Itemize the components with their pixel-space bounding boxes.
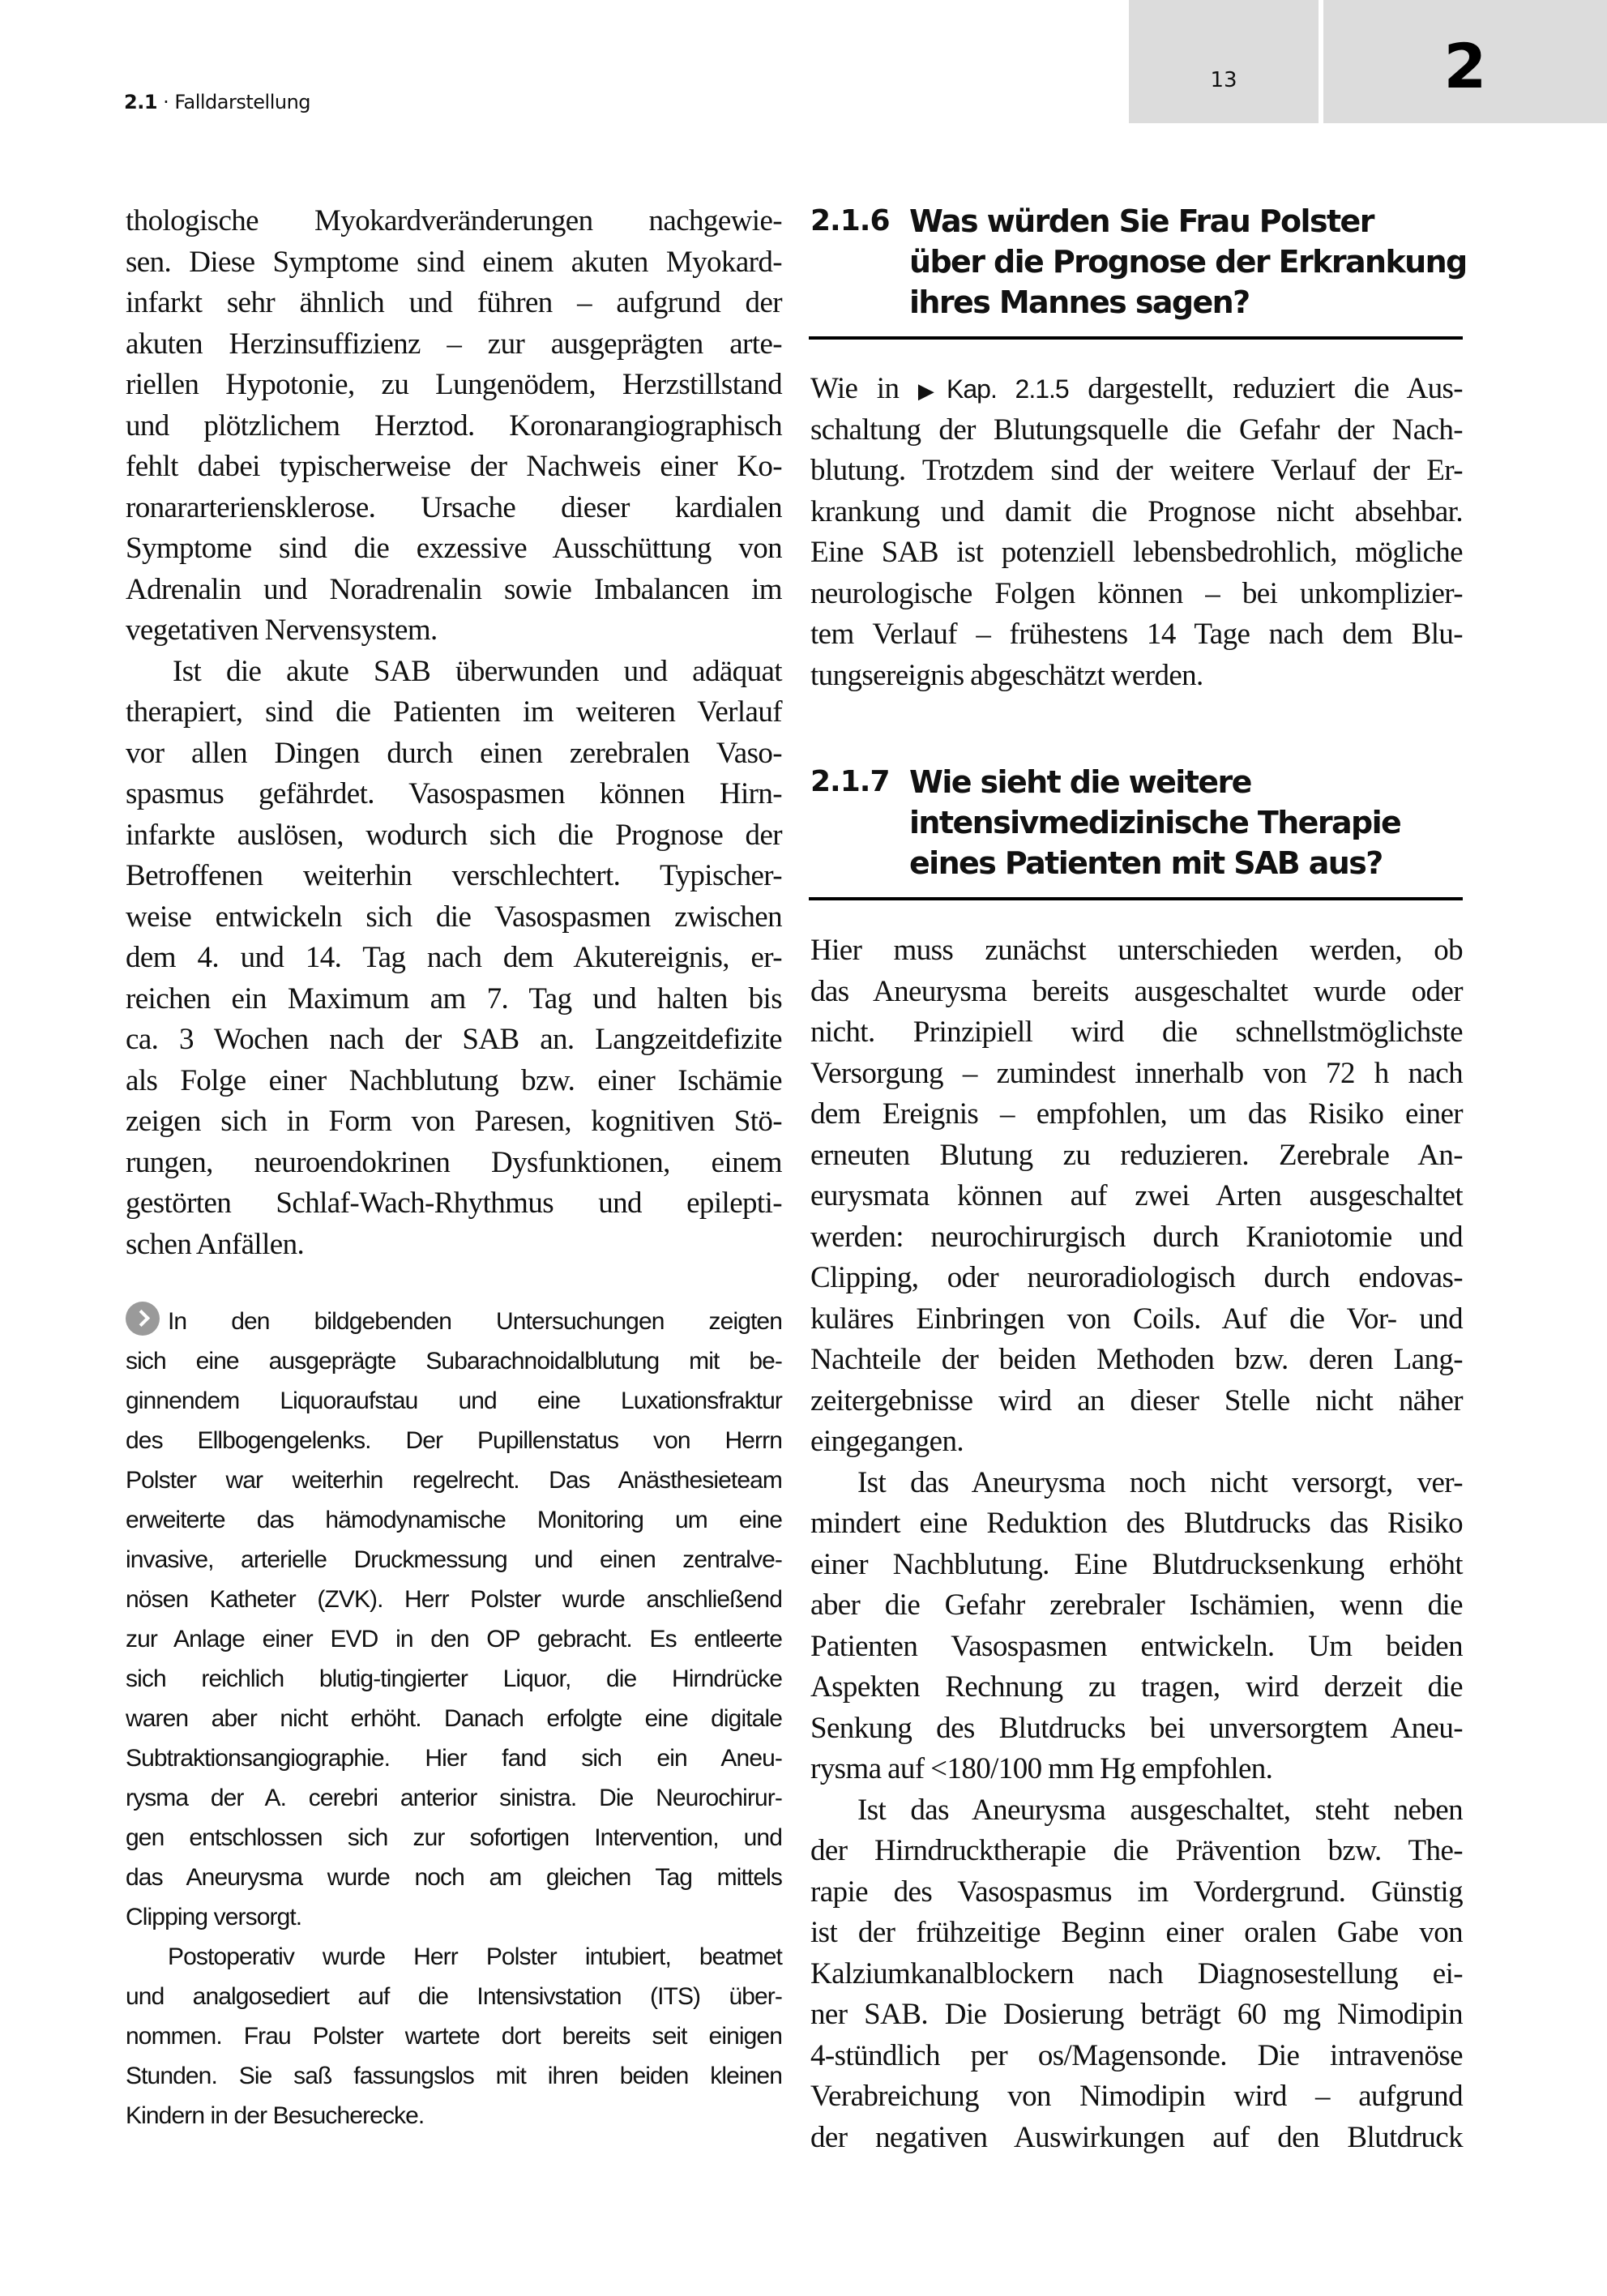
- case-description-block: [126, 1302, 782, 2136]
- text-line: [126, 1818, 782, 1858]
- text-line: [126, 938, 782, 979]
- text-fragment: werden: neurochirurgisch durch Kraniotomie und: [810, 1220, 1463, 1254]
- text-line: [810, 1135, 1463, 1177]
- running-header-section-number: 2.1: [124, 91, 158, 113]
- text-line: [810, 1954, 1463, 1995]
- text-fragment: Versorgung – zumindest innerhalb von 72 h nach: [810, 1056, 1463, 1090]
- chapter-tab: [1323, 0, 1607, 123]
- text-line: [126, 856, 782, 897]
- text-line: [810, 1054, 1463, 1095]
- case-paragraph-postop: [126, 1937, 782, 2136]
- section-title: [909, 201, 1467, 323]
- text-fragment: Kalziumkanalblockern nach Diagnosestellung ei-: [810, 1956, 1463, 1990]
- chapter-number: 2: [1443, 30, 1487, 102]
- text-fragment: Ist die akute SAB überwunden und adäquat: [173, 654, 782, 688]
- text-fragment: aber die Gefahr zerebraler Ischämien, wenn die: [810, 1588, 1463, 1622]
- text-fragment: des Ellbogengelenks. Der Pupillenstatus von Herrn: [126, 1427, 782, 1454]
- text-fragment: waren aber nicht erhöht. Danach erfolgte eine digitale: [126, 1705, 782, 1732]
- text-fragment: nommen. Frau Polster wartete dort bereits seit einigen: [126, 2023, 782, 2050]
- text-line: [126, 733, 782, 775]
- text-fragment: invasive, arterielle Druckmessung und einen zentralve-: [126, 1546, 782, 1573]
- paragraph-prognosis: [810, 410, 1463, 697]
- text-fragment: infarkt sehr ähnlich und führen – aufgrund der: [126, 286, 782, 319]
- text-fragment: und plötzlichem Herztod. Koronarangiographisch: [126, 408, 782, 443]
- text-fragment: Ist das Aneurysma noch nicht versorgt, ver-: [857, 1465, 1463, 1499]
- text-line: [126, 1020, 782, 1061]
- text-fragment: rapie des Vasospasmus im Vordergrund. Günstig: [810, 1875, 1463, 1909]
- text-line: [810, 1299, 1463, 1340]
- text-line: [810, 1872, 1463, 1913]
- text-line: [810, 451, 1463, 492]
- text-line: [126, 1619, 782, 1659]
- text-line: [810, 1585, 1463, 1627]
- text-line: [810, 574, 1463, 615]
- text-fragment: Wie in: [810, 372, 900, 405]
- text-line: [810, 1667, 1463, 1708]
- text-fragment: schen Anfällen.: [126, 1227, 305, 1261]
- text-line: [810, 1831, 1463, 1872]
- text-fragment: tem Verlauf – frühestens 14 Tage nach dem Blu-: [810, 618, 1463, 651]
- text-line: [810, 614, 1463, 656]
- text-fragment: als Folge einer Nachblutung bzw. einer Ischämie: [126, 1063, 782, 1097]
- text-line: [810, 930, 1463, 972]
- text-line: [126, 1659, 782, 1699]
- text-fragment: der negativen Auswirkungen auf den Blutdruck: [810, 2120, 1463, 2154]
- page-number-tab: [1129, 0, 1319, 123]
- text-line: [126, 2056, 782, 2096]
- text-line: [810, 2076, 1463, 2118]
- text-line: [126, 488, 782, 529]
- text-fragment: rungen, neuroendokrinen Dysfunktionen, einem: [126, 1145, 782, 1179]
- paragraph-aneurysm-treatment: [810, 930, 1463, 1463]
- text-line: [810, 1545, 1463, 1586]
- text-fragment: therapiert, sind die Patienten im weiteren Verlauf: [126, 695, 782, 729]
- section-title-line: über die Prognose der Erkrankung: [909, 244, 1467, 280]
- text-fragment: und analgosediert auf die Intensivstation (ITS) über-: [126, 1983, 782, 2010]
- text-line: [126, 242, 782, 284]
- text-fragment: fehlt dabei typischerweise der Nachweis einer Ko-: [126, 450, 782, 483]
- text-fragment: dem Ereignis – empfohlen, um das Risiko einer: [810, 1097, 1463, 1131]
- text-line: [810, 1749, 1463, 1790]
- text-line: [126, 406, 782, 447]
- text-line: [126, 610, 782, 652]
- section-title-line: Was würden Sie Frau Polster: [909, 203, 1374, 239]
- text-fragment: 4-stündlich per os/Magensonde. Die intravenöse: [810, 2038, 1463, 2072]
- text-line: [810, 1422, 1463, 1463]
- text-line: [126, 1977, 782, 2016]
- left-column: [126, 201, 782, 1265]
- text-line: [126, 1699, 782, 1738]
- text-line: [810, 492, 1463, 533]
- text-fragment: Betroffenen weiterhin verschlechtert. Typischer-: [126, 859, 782, 892]
- text-line: [126, 447, 782, 488]
- text-fragment: erweiterte das hämodynamische Monitoring um eine: [126, 1507, 782, 1533]
- text-fragment: zeigen sich in Form von Paresen, kognitiven Stö-: [126, 1105, 782, 1138]
- paragraph-myocardial: [126, 201, 782, 652]
- text-line: [126, 1540, 782, 1580]
- text-line: [126, 652, 782, 693]
- text-line: [810, 410, 1463, 451]
- text-fragment: Eine SAB ist potenziell lebensbedrohlich, mögliche: [810, 536, 1463, 569]
- chevron-right-circle-icon: [126, 1302, 160, 1336]
- case-paragraph-imaging: [126, 1302, 782, 1937]
- text-line: [126, 1421, 782, 1460]
- text-fragment: blutung. Trotzdem sind der weitere Verlauf der Er-: [810, 454, 1463, 487]
- text-fragment: spasmus gefährdet. Vasospasmen können Hirn-: [126, 777, 782, 810]
- section-title-line: eines Patienten mit SAB aus?: [909, 845, 1383, 881]
- section-2-1-6-body: [810, 369, 1463, 696]
- section-heading-2-1-7: [810, 762, 1463, 883]
- text-fragment: dargestellt, reduziert die Aus-: [1088, 372, 1463, 405]
- text-line: [126, 1738, 782, 1778]
- text-line: [126, 283, 782, 324]
- page-number: 13: [1210, 68, 1237, 92]
- text-line: [126, 1183, 782, 1225]
- text-line: [810, 369, 1463, 410]
- text-fragment: nicht. Prinzipiell wird die schnellstmöglichste: [810, 1015, 1463, 1049]
- text-fragment: Kindern in der Besucherecke.: [126, 2102, 425, 2129]
- text-line: [810, 1503, 1463, 1545]
- text-fragment: das Aneurysma wurde noch am gleichen Tag mittels: [126, 1864, 782, 1891]
- text-line: [126, 897, 782, 938]
- section-title: [909, 762, 1400, 883]
- running-header-section-title: Falldarstellung: [174, 91, 311, 113]
- text-fragment: akuten Herzinsuffizienz – zur ausgeprägten arte-: [126, 327, 782, 361]
- text-fragment: gestörten Schlaf-Wach-Rhythmus und epilepti-: [126, 1186, 782, 1220]
- text-fragment: eurysmata können auf zwei Arten ausgeschaltet: [810, 1179, 1463, 1212]
- text-line: [810, 532, 1463, 574]
- text-fragment: ca. 3 Wochen nach der SAB an. Langzeitdefizite: [126, 1023, 782, 1056]
- running-header-separator: ·: [157, 91, 175, 113]
- text-line: [810, 1913, 1463, 1954]
- text-line: [126, 1302, 782, 1341]
- text-fragment: ronararteriensklerose. Ursache dieser kardialen: [126, 490, 782, 524]
- text-line: [126, 774, 782, 815]
- text-line: [126, 2096, 782, 2136]
- text-line: [126, 1937, 782, 1977]
- text-fragment: eingegangen.: [810, 1425, 964, 1458]
- text-line: [126, 528, 782, 570]
- text-fragment: In den bildgebenden Untersuchungen zeigten: [168, 1308, 782, 1335]
- text-line: [126, 1858, 782, 1897]
- text-fragment: thologische Myokardveränderungen nachgewie-: [126, 204, 782, 237]
- text-line: [810, 1790, 1463, 1832]
- text-fragment: der Hirndrucktherapie die Prävention bzw. The-: [810, 1834, 1463, 1867]
- section-title-line: Wie sieht die weitere: [909, 764, 1251, 800]
- text-fragment: weise entwickeln sich die Vasospasmen zwischen: [126, 900, 782, 934]
- text-fragment: erneuten Blutung zu reduzieren. Zerebrale An-: [810, 1138, 1463, 1172]
- section-number: 2.1.6: [810, 204, 890, 237]
- text-line: [126, 1225, 782, 1266]
- text-line: [810, 656, 1463, 697]
- text-line: [126, 1500, 782, 1540]
- text-line: [126, 570, 782, 611]
- text-line: [810, 1381, 1463, 1422]
- text-line: [126, 1341, 782, 1381]
- text-line: [810, 1995, 1463, 2036]
- text-line: [126, 1778, 782, 1818]
- text-fragment: rysma auf <180/100 mm Hg empfohlen.: [810, 1752, 1273, 1785]
- text-line: [810, 2118, 1463, 2159]
- text-fragment: Hier muss zunächst unterschieden werden, ob: [810, 934, 1463, 967]
- text-fragment: Nachteile der beiden Methoden bzw. deren Lang-: [810, 1343, 1463, 1376]
- text-fragment: reichen ein Maximum am 7. Tag und halten bis: [126, 981, 782, 1015]
- text-fragment: vor allen Dingen durch einen zerebralen Vaso-: [126, 736, 782, 770]
- text-fragment: Polster war weiterhin regelrecht. Das Anästhesieteam: [126, 1467, 782, 1494]
- text-fragment: schaltung der Blutungsquelle die Gefahr der Nach-: [810, 413, 1463, 447]
- text-line: [810, 1463, 1463, 1504]
- section-title-line: ihres Mannes sagen?: [909, 284, 1250, 320]
- text-line: [810, 1708, 1463, 1750]
- text-fragment: Stunden. Sie saß fassungslos mit ihren beiden kleinen: [126, 2063, 782, 2089]
- text-fragment: zur Anlage einer EVD in den OP gebracht. Es entleerte: [126, 1626, 782, 1653]
- text-line: [126, 692, 782, 733]
- text-fragment: rysma der A. cerebri anterior sinistra. Die Neurochirur-: [126, 1785, 782, 1811]
- text-fragment: Verabreichung von Nimodipin wird – aufgrund: [810, 2080, 1463, 2113]
- paragraph-blood-pressure: [810, 1463, 1463, 1790]
- text-line: [126, 1143, 782, 1184]
- text-line: [126, 1897, 782, 1937]
- text-fragment: Clipping versorgt.: [126, 1904, 302, 1930]
- cross-reference-link[interactable]: Kap. 2.1.5: [947, 374, 1069, 404]
- text-fragment: infarkte auslösen, wodurch sich die Prognose der: [126, 818, 782, 852]
- text-fragment: vegetativen Nervensystem.: [126, 614, 438, 647]
- text-fragment: das Aneurysma bereits ausgeschaltet wurde oder: [810, 974, 1463, 1008]
- text-fragment: Senkung des Blutdrucks bei unversorgtem Aneu-: [810, 1711, 1463, 1745]
- text-line: [126, 1381, 782, 1421]
- paragraph-vasospasm: [126, 652, 782, 1266]
- text-fragment: Postoperativ wurde Herr Polster intubiert, beatmet: [168, 1943, 782, 1970]
- text-fragment: krankung und damit die Prognose nicht absehbar.: [810, 494, 1463, 528]
- text-line: [810, 2036, 1463, 2077]
- text-fragment: Patienten Vasospasmen entwickeln. Um beiden: [810, 1629, 1463, 1663]
- text-fragment: riellen Hypotonie, zu Lungenödem, Herzstillstand: [126, 368, 782, 401]
- text-fragment: Symptome sind die exzessive Ausschüttung von: [126, 532, 782, 565]
- text-fragment: sich eine ausgeprägte Subarachnoidalblutung mit be-: [126, 1348, 782, 1375]
- text-fragment: Ist das Aneurysma ausgeschaltet, steht neben: [857, 1793, 1463, 1827]
- section-number: 2.1.7: [810, 765, 890, 798]
- text-line: [810, 1217, 1463, 1259]
- paragraph-vasospasm-prevention: [810, 1790, 1463, 2159]
- text-line: [126, 979, 782, 1020]
- text-line: [126, 815, 782, 857]
- text-line: [810, 1094, 1463, 1135]
- text-fragment: kuläres Einbringen von Coils. Auf die Vor- und: [810, 1302, 1463, 1336]
- cross-reference-arrow-icon[interactable]: ▶: [917, 379, 947, 404]
- section-heading-2-1-6: [810, 201, 1467, 323]
- text-fragment: ist der frühzeitige Beginn einer oralen Gabe von: [810, 1916, 1463, 1949]
- text-fragment: sen. Diese Symptome sind einem akuten Myokard-: [126, 245, 782, 279]
- text-fragment: sich reichlich blutig-tingierter Liquor, die Hirndrücke: [126, 1665, 782, 1692]
- text-line: [810, 1340, 1463, 1381]
- text-fragment: dem 4. und 14. Tag nach dem Akutereignis, er-: [126, 941, 782, 974]
- text-fragment: nösen Katheter (ZVK). Herr Polster wurde anschließend: [126, 1586, 782, 1613]
- section-rule: [809, 897, 1463, 900]
- text-fragment: neurologische Folgen können – bei unkomplizier-: [810, 576, 1463, 610]
- text-line: [126, 201, 782, 242]
- text-fragment: gen entschlossen sich zur sofortigen Intervention, und: [126, 1824, 782, 1851]
- text-line: [126, 324, 782, 366]
- text-fragment: mindert eine Reduktion des Blutdrucks das Risiko: [810, 1507, 1463, 1540]
- text-fragment: Clipping, oder neuroradiologisch durch endovas-: [810, 1261, 1463, 1294]
- running-header: [124, 91, 310, 113]
- text-fragment: Aspekten Rechnung zu tragen, wird derzeit die: [810, 1670, 1463, 1704]
- text-fragment: zeitergebnisse wird an dieser Stelle nicht näher: [810, 1383, 1463, 1417]
- section-title-line: intensivmedizinische Therapie: [909, 805, 1401, 840]
- text-line: [126, 1460, 782, 1500]
- text-line: [810, 1012, 1463, 1054]
- text-fragment: ner SAB. Die Dosierung beträgt 60 mg Nimodipin: [810, 1998, 1463, 2031]
- text-fragment: einer Nachblutung. Eine Blutdrucksenkung erhöht: [810, 1547, 1463, 1581]
- text-line: [126, 1061, 782, 1102]
- text-line: [126, 365, 782, 406]
- text-line: [810, 972, 1463, 1013]
- text-line: [126, 1101, 782, 1143]
- text-line: [810, 1627, 1463, 1668]
- text-fragment: Subtraktionsangiographie. Hier fand sich ein Aneu-: [126, 1745, 782, 1772]
- text-line: [126, 1580, 782, 1619]
- section-rule: [809, 336, 1463, 340]
- text-fragment: ginnendem Liquoraufstau und eine Luxationsfraktur: [126, 1387, 782, 1414]
- section-2-1-7-body: [810, 930, 1463, 2158]
- text-line: [810, 1258, 1463, 1299]
- text-fragment: tungsereignis abgeschätzt werden.: [810, 658, 1203, 692]
- text-line: [810, 1176, 1463, 1217]
- text-line: [126, 2016, 782, 2056]
- text-fragment: Adrenalin und Noradrenalin sowie Imbalancen im: [126, 572, 782, 606]
